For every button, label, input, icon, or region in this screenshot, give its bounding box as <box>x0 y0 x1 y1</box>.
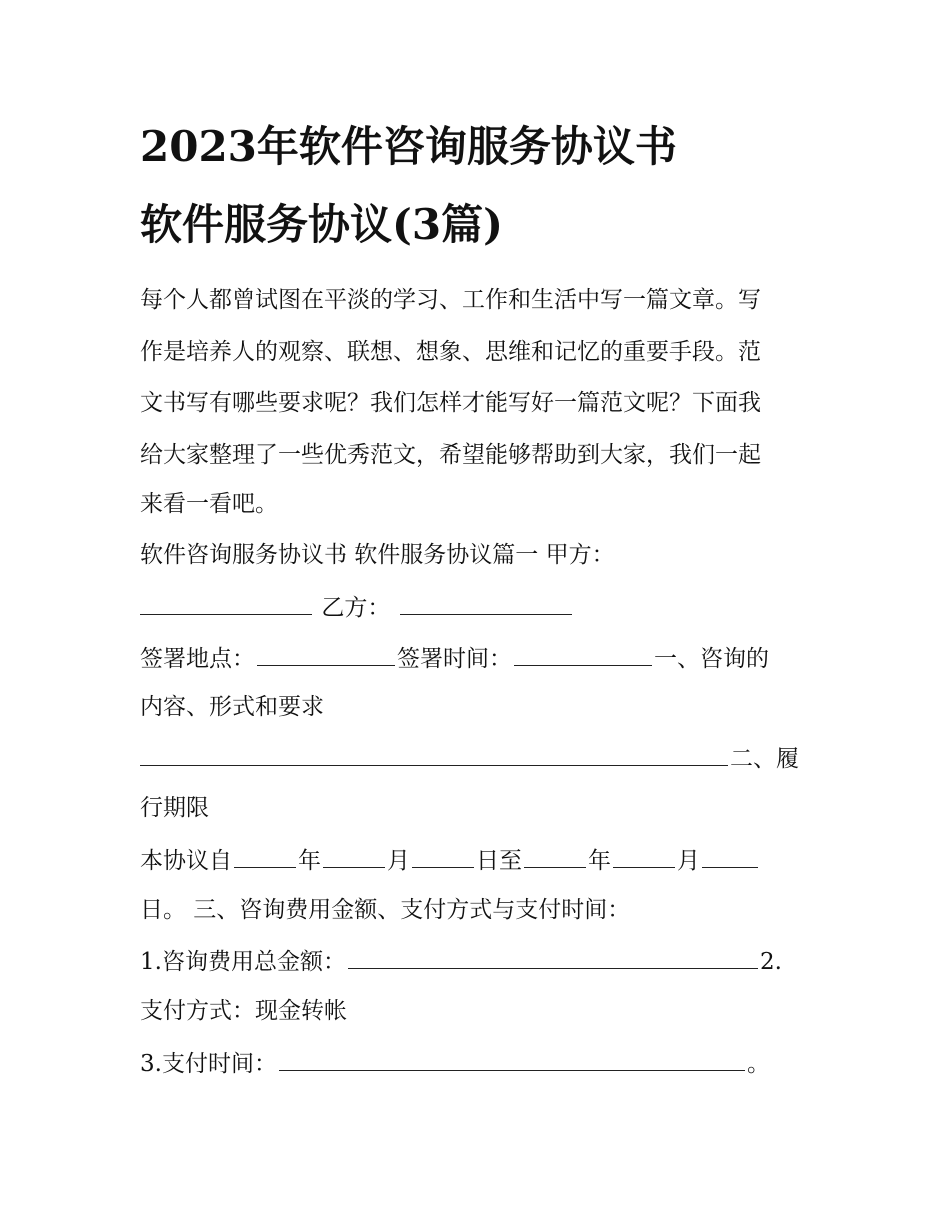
party-a-blank[interactable] <box>140 592 312 615</box>
start-month-blank[interactable] <box>323 845 385 868</box>
end-year-blank[interactable] <box>524 845 586 868</box>
signing-line <box>140 643 769 674</box>
start-day-blank[interactable] <box>412 845 474 868</box>
section-1-heading-cont: 内容、形式和要求 <box>140 694 324 720</box>
sign-time-blank[interactable] <box>514 643 652 666</box>
section-2-heading: 二、履 <box>730 746 799 772</box>
fee-blank[interactable] <box>348 946 758 969</box>
term-text: 本协议自 <box>140 848 232 874</box>
payment-time-line <box>140 1048 770 1079</box>
content-line <box>140 743 799 774</box>
sign-place-label: 签署地点： <box>140 646 255 672</box>
term-text: 日至 <box>476 848 522 874</box>
fee-label: 1.咨询费用总金额： <box>140 949 346 975</box>
section-3-heading: 日。 三、咨询费用金额、支付方式与支付时间： <box>140 897 631 923</box>
term-text: 月 <box>677 848 700 874</box>
sign-time-label: 签署时间： <box>397 646 512 672</box>
intro-line: 来看一看吧。 <box>140 491 278 517</box>
party-b-blank[interactable] <box>400 592 572 615</box>
pay-time-label: 3.支付时间： <box>140 1051 277 1077</box>
term-text: 月 <box>387 848 410 874</box>
document-title-line-2: 软件服务协议(3篇) <box>140 200 503 249</box>
item-2-number: 2. <box>759 949 782 975</box>
term-line <box>140 845 760 876</box>
section-2-heading-cont: 行期限 <box>140 795 209 821</box>
content-blank[interactable] <box>140 743 728 766</box>
fee-line <box>140 946 782 977</box>
sign-place-blank[interactable] <box>257 643 395 666</box>
end-day-blank[interactable] <box>702 845 758 868</box>
term-text: 年 <box>588 848 611 874</box>
document-title-line-1: 2023年软件咨询服务协议书 <box>140 122 677 171</box>
section-1-heading: 一、咨询的 <box>654 646 769 672</box>
parties-line <box>140 592 574 623</box>
start-year-blank[interactable] <box>234 845 296 868</box>
period: 。 <box>746 1051 770 1077</box>
payment-method: 支付方式：现金转帐 <box>140 998 347 1024</box>
intro-line: 给大家整理了一些优秀范文，希望能够帮助到大家，我们一起 <box>140 442 761 468</box>
party-b-label: 乙方： <box>321 595 391 621</box>
term-text: 年 <box>298 848 321 874</box>
intro-line: 每个人都曾试图在平淡的学习、工作和生活中写一篇文章。写 <box>140 287 761 313</box>
intro-line: 作是培养人的观察、联想、想象、思维和记忆的重要手段。范 <box>140 339 761 365</box>
intro-line: 文书写有哪些要求呢？我们怎样才能写好一篇范文呢？下面我 <box>140 390 761 416</box>
end-month-blank[interactable] <box>613 845 675 868</box>
agreement-heading: 软件咨询服务协议书 软件服务协议篇一 甲方： <box>140 542 615 568</box>
pay-time-blank[interactable] <box>279 1048 745 1071</box>
